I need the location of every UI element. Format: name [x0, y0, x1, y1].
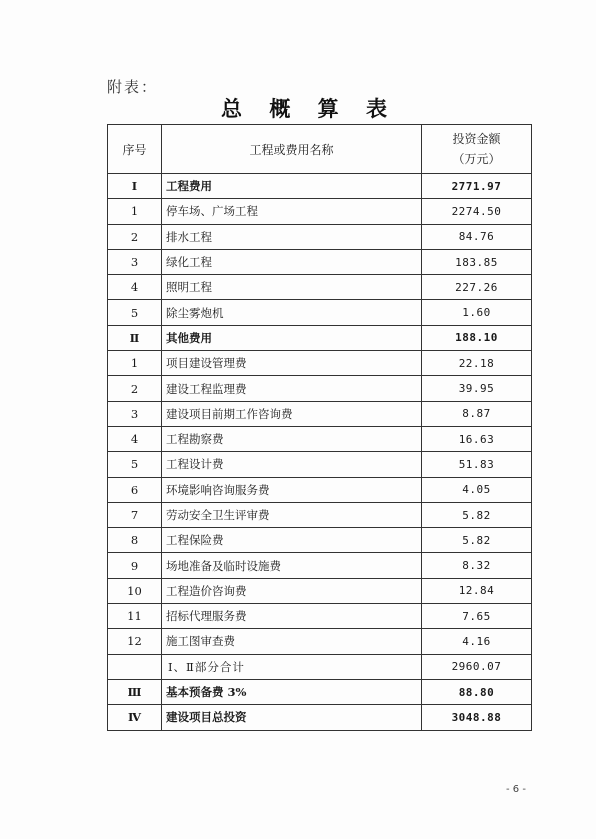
row-item-name: 建设项目总投资	[162, 705, 422, 730]
row-amount: 39.95	[422, 376, 532, 401]
row-item-name: 工程费用	[162, 174, 422, 199]
row-item-name: 除尘雾炮机	[162, 300, 422, 325]
row-amount: 188.10	[422, 325, 532, 350]
row-serial-number: 5	[108, 300, 162, 325]
table-row	[108, 376, 532, 401]
table-row	[108, 629, 532, 654]
table-row	[108, 401, 532, 426]
table-row	[108, 351, 532, 376]
row-serial-number: 9	[108, 553, 162, 578]
row-serial-number: 4	[108, 275, 162, 300]
document-title: 总 概 算 表	[221, 96, 397, 121]
row-amount: 3048.88	[422, 705, 532, 730]
row-item-name: 项目建设管理费	[162, 351, 422, 376]
row-amount: 1.60	[422, 300, 532, 325]
row-serial-number: 7	[108, 502, 162, 527]
row-item-name: 停车场、广场工程	[162, 199, 422, 224]
header-amount-label: 投资金额	[452, 132, 501, 146]
table-row	[108, 426, 532, 451]
row-serial-number: 3	[108, 401, 162, 426]
table-row	[108, 199, 532, 224]
row-item-name: 其他费用	[162, 325, 422, 350]
row-serial-number: 3	[108, 249, 162, 274]
page-number: - 6 -	[506, 784, 526, 795]
table-row	[108, 174, 532, 199]
row-amount: 84.76	[422, 224, 532, 249]
header-amount	[422, 125, 532, 174]
table-row	[108, 249, 532, 274]
row-serial-number	[108, 654, 162, 679]
table-row	[108, 502, 532, 527]
table-row	[108, 452, 532, 477]
row-item-name: 工程造价咨询费	[162, 578, 422, 603]
row-amount: 51.83	[422, 452, 532, 477]
row-serial-number: 6	[108, 477, 162, 502]
row-amount: 88.80	[422, 679, 532, 704]
row-item-name: 工程设计费	[162, 452, 422, 477]
row-amount: 8.32	[422, 553, 532, 578]
row-serial-number: Ⅲ	[108, 679, 162, 704]
row-item-name: 基本预备费 3%	[162, 679, 422, 704]
row-serial-number: 5	[108, 452, 162, 477]
table-row	[108, 300, 532, 325]
row-amount: 2960.07	[422, 654, 532, 679]
row-amount: 22.18	[422, 351, 532, 376]
row-item-name: 绿化工程	[162, 249, 422, 274]
row-amount: 12.84	[422, 578, 532, 603]
row-amount: 7.65	[422, 604, 532, 629]
row-amount: 183.85	[422, 249, 532, 274]
row-serial-number: Ⅳ	[108, 705, 162, 730]
row-amount: 227.26	[422, 275, 532, 300]
budget-table	[107, 124, 532, 731]
table-row	[108, 553, 532, 578]
row-amount: 4.05	[422, 477, 532, 502]
budget-table-body	[108, 174, 532, 731]
row-item-name: 排水工程	[162, 224, 422, 249]
row-item-name: 工程保险费	[162, 528, 422, 553]
table-row	[108, 578, 532, 603]
table-header-row	[108, 125, 532, 174]
row-serial-number: 2	[108, 224, 162, 249]
row-item-name: 工程勘察费	[162, 426, 422, 451]
row-item-name: Ⅰ、Ⅱ部分合计	[162, 654, 422, 679]
row-serial-number: Ⅰ	[108, 174, 162, 199]
row-amount: 2771.97	[422, 174, 532, 199]
table-row	[108, 705, 532, 730]
table-row	[108, 679, 532, 704]
row-serial-number: 12	[108, 629, 162, 654]
row-amount: 2274.50	[422, 199, 532, 224]
row-item-name: 建设工程监理费	[162, 376, 422, 401]
row-item-name: 招标代理服务费	[162, 604, 422, 629]
row-item-name: 场地准备及临时设施费	[162, 553, 422, 578]
row-serial-number: 10	[108, 578, 162, 603]
table-row	[108, 275, 532, 300]
row-item-name: 照明工程	[162, 275, 422, 300]
header-item-name: 工程或费用名称	[162, 125, 422, 174]
row-item-name: 施工图审查费	[162, 629, 422, 654]
row-amount: 8.87	[422, 401, 532, 426]
header-serial-number: 序号	[108, 125, 162, 174]
row-amount: 16.63	[422, 426, 532, 451]
table-row	[108, 224, 532, 249]
table-row	[108, 654, 532, 679]
table-row	[108, 528, 532, 553]
row-serial-number: 1	[108, 351, 162, 376]
row-amount: 4.16	[422, 629, 532, 654]
row-item-name: 劳动安全卫生评审费	[162, 502, 422, 527]
row-item-name: 建设项目前期工作咨询费	[162, 401, 422, 426]
attachment-label: 附表：	[107, 78, 159, 96]
row-amount: 5.82	[422, 528, 532, 553]
row-serial-number: 11	[108, 604, 162, 629]
header-amount-unit: （万元）	[452, 152, 501, 166]
row-serial-number: 8	[108, 528, 162, 553]
table-row	[108, 477, 532, 502]
row-serial-number: 1	[108, 199, 162, 224]
row-serial-number: 2	[108, 376, 162, 401]
table-row	[108, 604, 532, 629]
row-amount: 5.82	[422, 502, 532, 527]
table-row	[108, 325, 532, 350]
row-item-name: 环境影响咨询服务费	[162, 477, 422, 502]
row-serial-number: Ⅱ	[108, 325, 162, 350]
row-serial-number: 4	[108, 426, 162, 451]
